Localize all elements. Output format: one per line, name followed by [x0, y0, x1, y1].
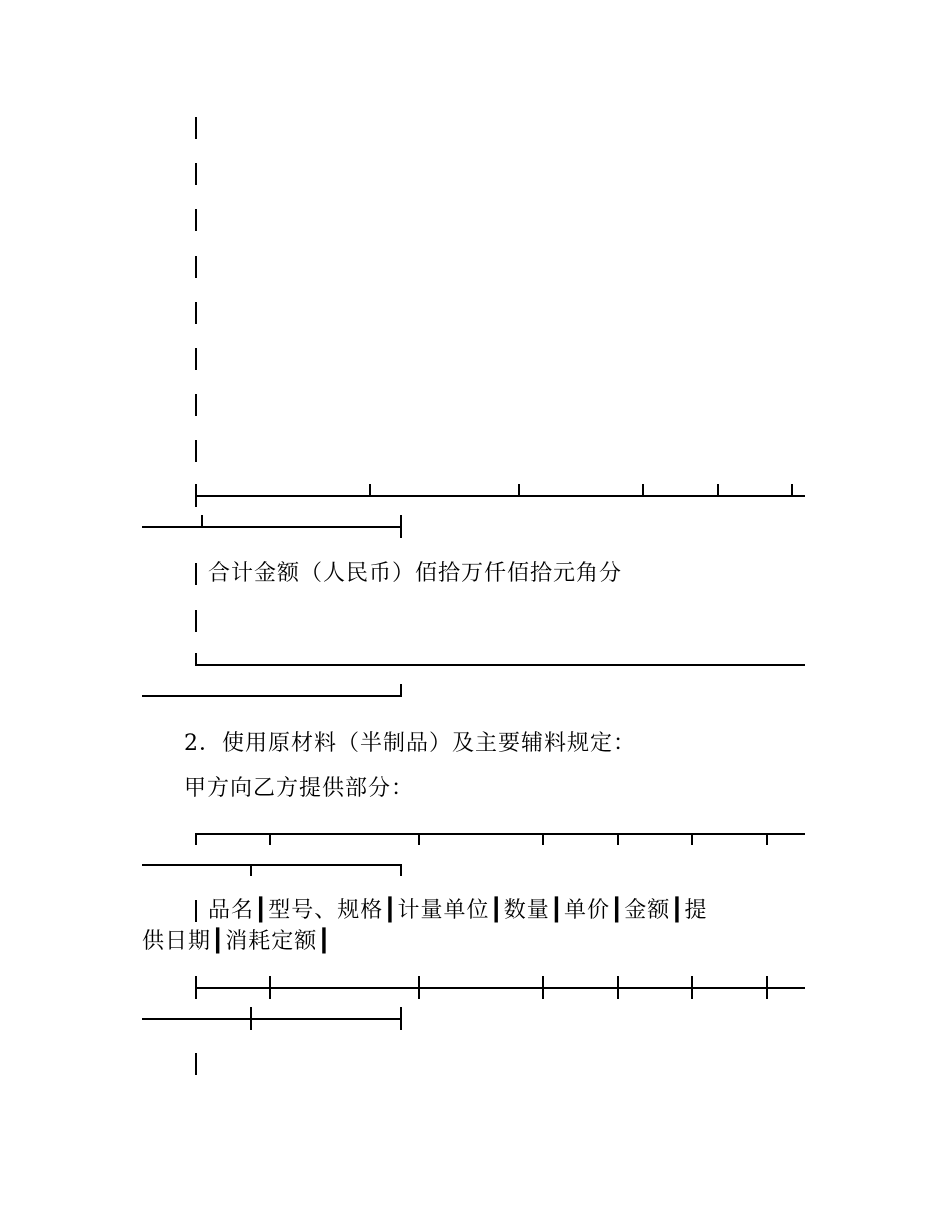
table-left-border [195, 163, 197, 185]
table-cross [195, 484, 197, 507]
table-left-border [195, 117, 197, 139]
table-cross [691, 833, 693, 845]
materials-table-row-separator [142, 1018, 402, 1020]
table-right-border [400, 515, 402, 538]
table-bottom-border [142, 695, 402, 697]
materials-table-top-border [195, 833, 805, 835]
table-cross [418, 833, 420, 845]
table-cross [766, 976, 768, 999]
table-cross [201, 515, 203, 527]
table-corner [400, 684, 402, 696]
table-bottom-border [195, 664, 805, 666]
table-cross [269, 833, 271, 845]
section-heading: 2．使用原材料（半制品）及主要辅料规定： [184, 731, 636, 756]
table-right-border [400, 1007, 402, 1030]
materials-table-top-border [142, 864, 402, 866]
table-cross [542, 976, 544, 999]
table-row-separator [195, 495, 805, 497]
table-left-border [195, 900, 197, 922]
table-cross [617, 833, 619, 845]
section-subheading: 甲方向乙方提供部分： [184, 776, 415, 801]
table-cross [418, 976, 420, 999]
table-left-border [195, 256, 197, 278]
table-left-border [195, 209, 197, 231]
table-left-border [195, 440, 197, 462]
table-left-border [195, 302, 197, 324]
materials-table-row-separator [195, 987, 805, 989]
table-left-border [195, 610, 197, 632]
table-cross [195, 976, 197, 999]
table-cross [766, 833, 768, 845]
table-left-border [195, 1053, 197, 1075]
table-corner [400, 864, 402, 876]
table-cross [642, 484, 644, 496]
table-row-separator [142, 526, 402, 528]
table-cross [250, 1007, 252, 1030]
table-cross [369, 484, 371, 496]
table-corner [195, 833, 197, 845]
table-left-border [195, 394, 197, 416]
table-cross [791, 484, 793, 496]
table-cross [518, 484, 520, 496]
materials-table-header: 品名┃型号、规格┃计量单位┃数量┃单价┃金额┃提 [208, 898, 708, 923]
materials-table-header-continued: 供日期┃消耗定额┃ [142, 929, 332, 954]
table-left-border [195, 563, 197, 585]
table-cross [250, 864, 252, 876]
table-cross [542, 833, 544, 845]
table-left-border [195, 348, 197, 370]
table-cross [691, 976, 693, 999]
table-cross [617, 976, 619, 999]
total-amount-label: 合计金额（人民币）佰拾万仟佰拾元角分 [208, 561, 623, 586]
table-cross [717, 484, 719, 496]
table-cross [269, 976, 271, 999]
